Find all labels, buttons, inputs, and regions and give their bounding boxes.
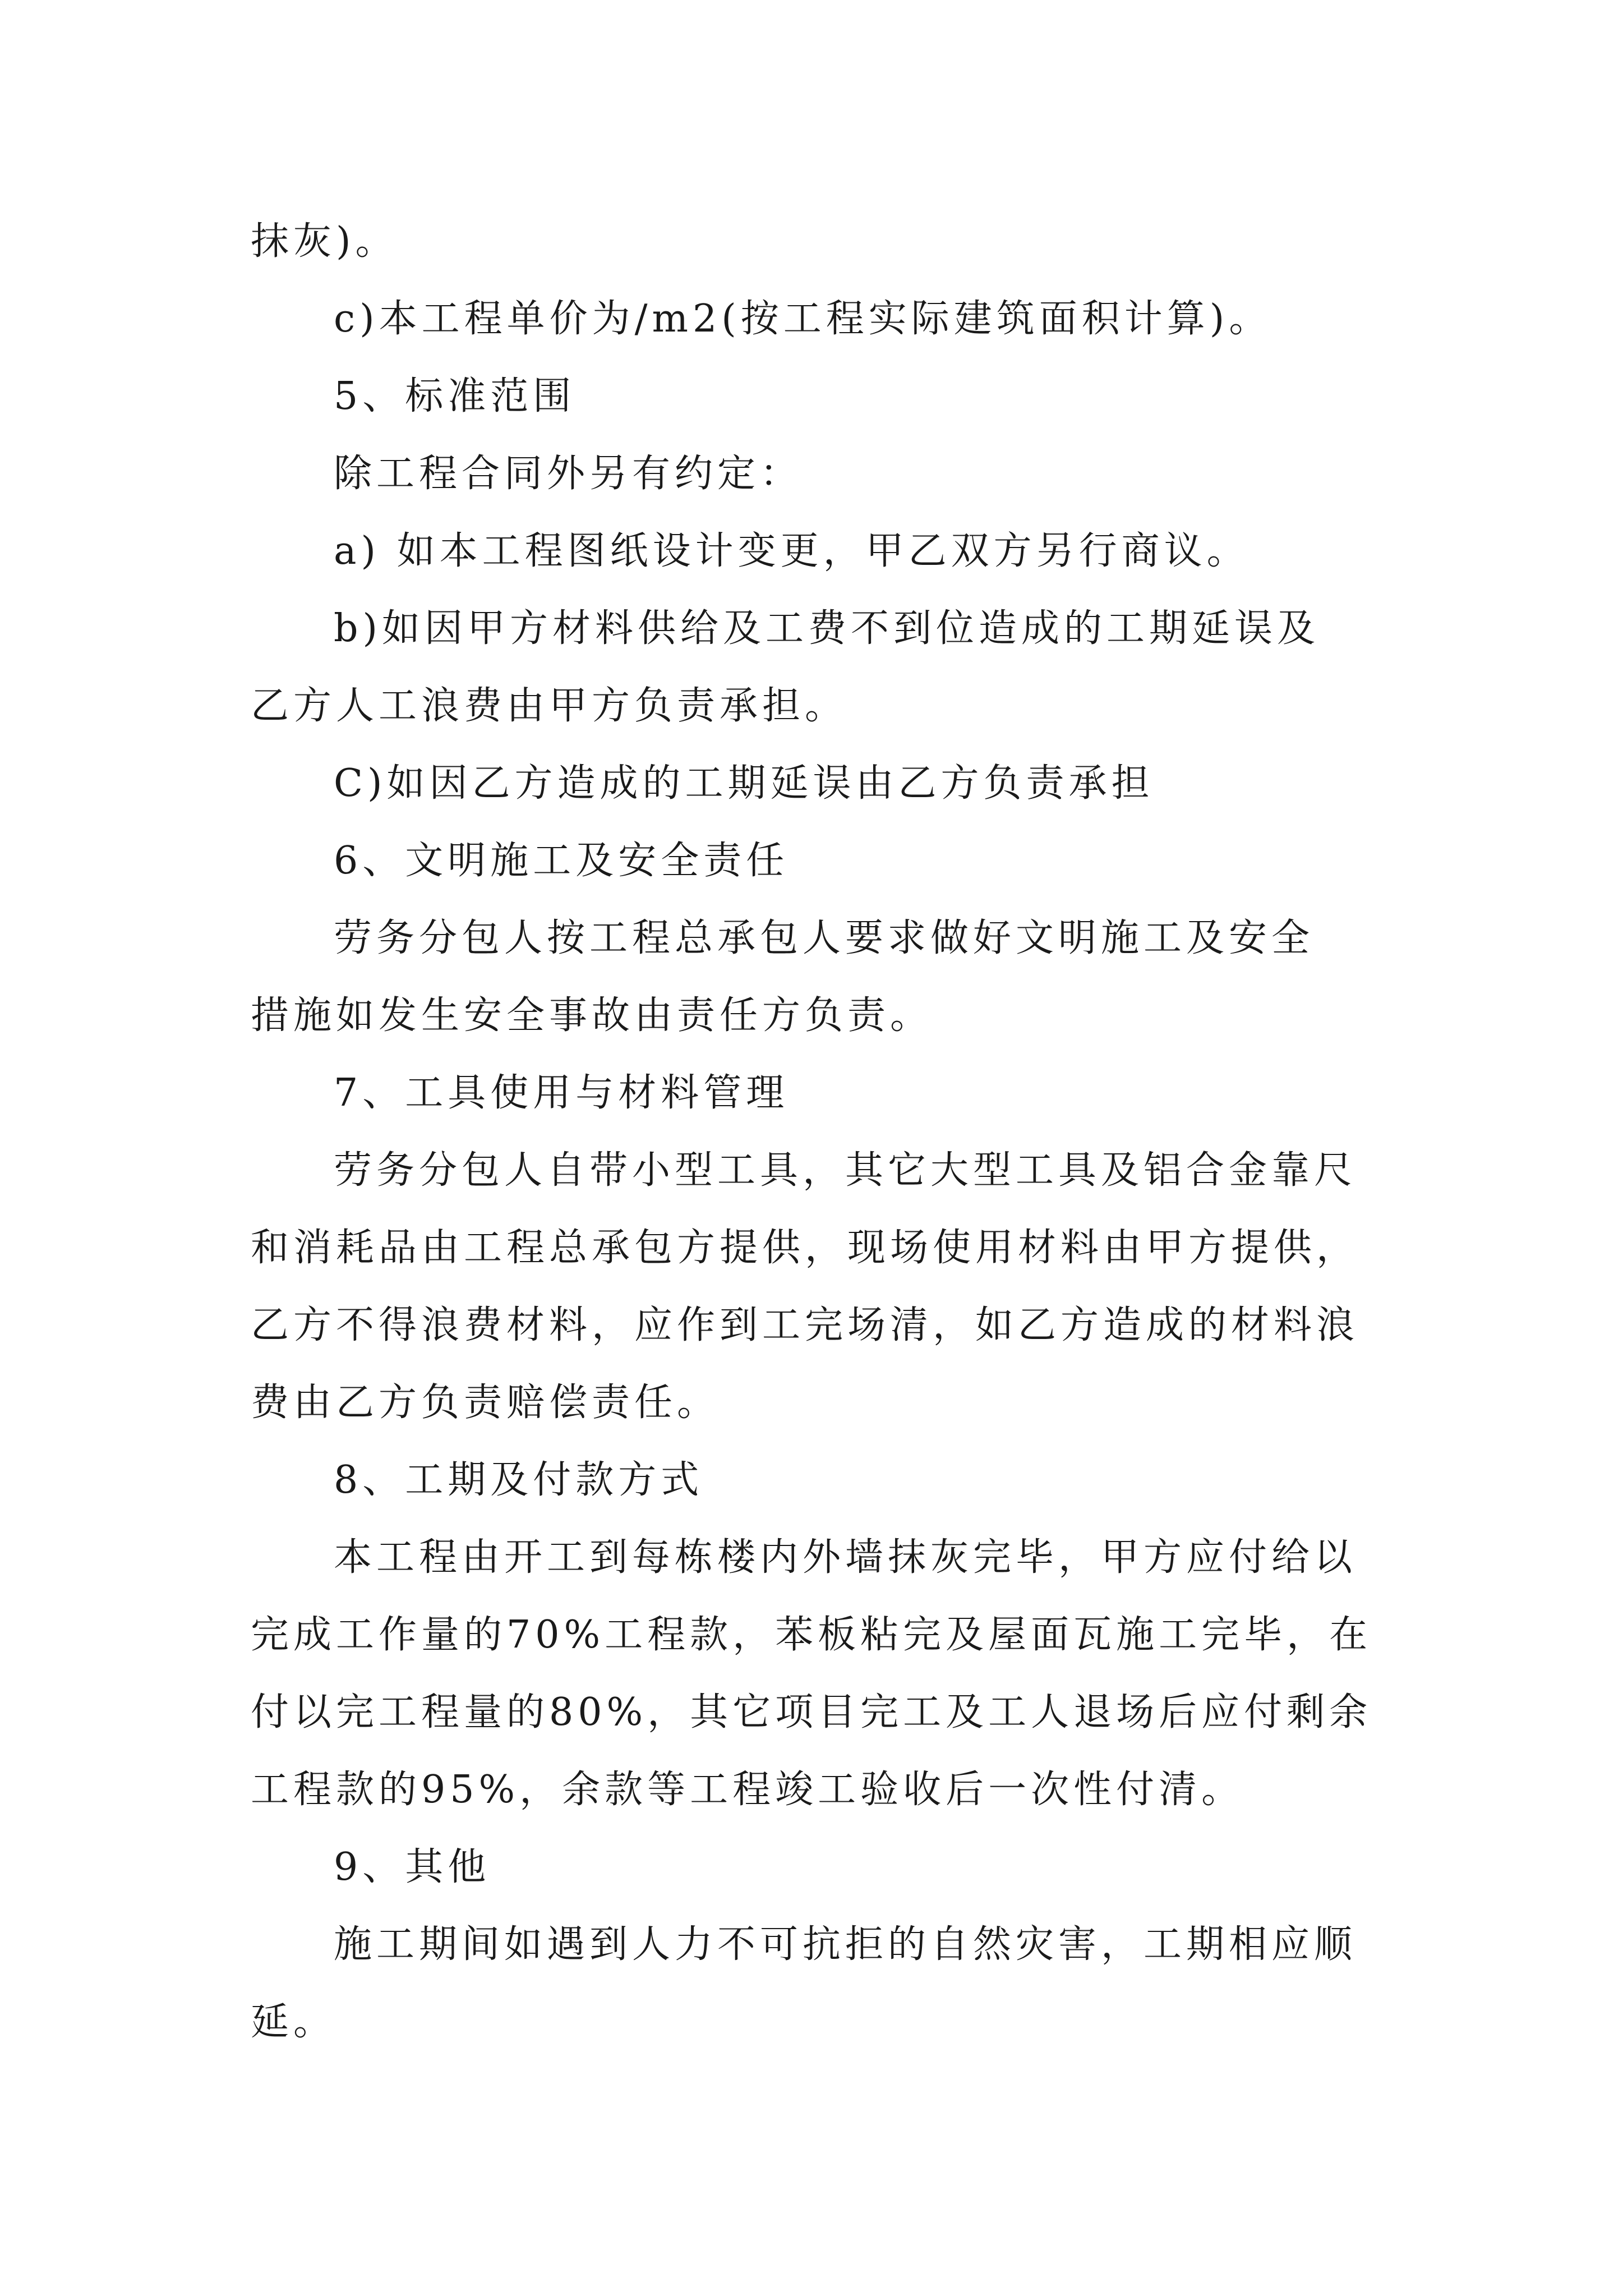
text-line: 劳务分包人按工程总承包人要求做好文明施工及安全 — [334, 916, 1315, 960]
text-line: C)如因乙方造成的工期延误由乙方负责承担 — [334, 761, 1154, 806]
section-heading: 7、工具使用与材料管理 — [334, 1071, 789, 1115]
section-heading: 5、标准范围 — [334, 374, 576, 418]
text-line: 延。 — [251, 2000, 336, 2044]
text-line: 费由乙方负责赔偿责任。 — [251, 1381, 720, 1425]
text-line: 完成工作量的70%工程款，苯板粘完及屋面瓦施工完毕，在 — [251, 1613, 1372, 1657]
section-heading: 9、其他 — [334, 1845, 491, 1889]
text-line: 乙方人工浪费由甲方负责承担。 — [251, 684, 848, 728]
text-line: b)如因甲方材料供给及工费不到位造成的工期延误及 — [334, 606, 1320, 651]
text-line: 乙方不得浪费材料，应作到工完场清，如乙方造成的材料浪 — [251, 1303, 1359, 1347]
text-line: 和消耗品由工程总承包方提供，现场使用材料由甲方提供， — [251, 1226, 1359, 1270]
section-heading: 8、工期及付款方式 — [334, 1458, 704, 1502]
section-heading: 6、文明施工及安全责任 — [334, 839, 789, 883]
text-line: 工程款的95%，余款等工程竣工验收后一次性付清。 — [251, 1768, 1244, 1812]
document-body — [251, 203, 1389, 2061]
text-line: 付以完工程量的80%，其它项目完工及工人退场后应付剩余 — [251, 1690, 1372, 1734]
text-line: a) 如本工程图纸设计变更，甲乙双方另行商议。 — [334, 529, 1249, 573]
text-line: 本工程由开工到每栋楼内外墙抹灰完毕，甲方应付给以 — [334, 1535, 1357, 1580]
text-line: 措施如发生安全事故由责任方负责。 — [251, 993, 933, 1038]
text-line: c)本工程单价为/m2(按工程实际建筑面积计算)。 — [334, 297, 1272, 341]
text-line: 抹灰)。 — [251, 219, 398, 264]
text-line: 除工程合同外另有约定： — [334, 452, 803, 496]
text-line: 劳务分包人自带小型工具，其它大型工具及铝合金靠尺 — [334, 1148, 1357, 1193]
text-line: 施工期间如遇到人力不可抗拒的自然灾害，工期相应顺 — [334, 1922, 1357, 1967]
